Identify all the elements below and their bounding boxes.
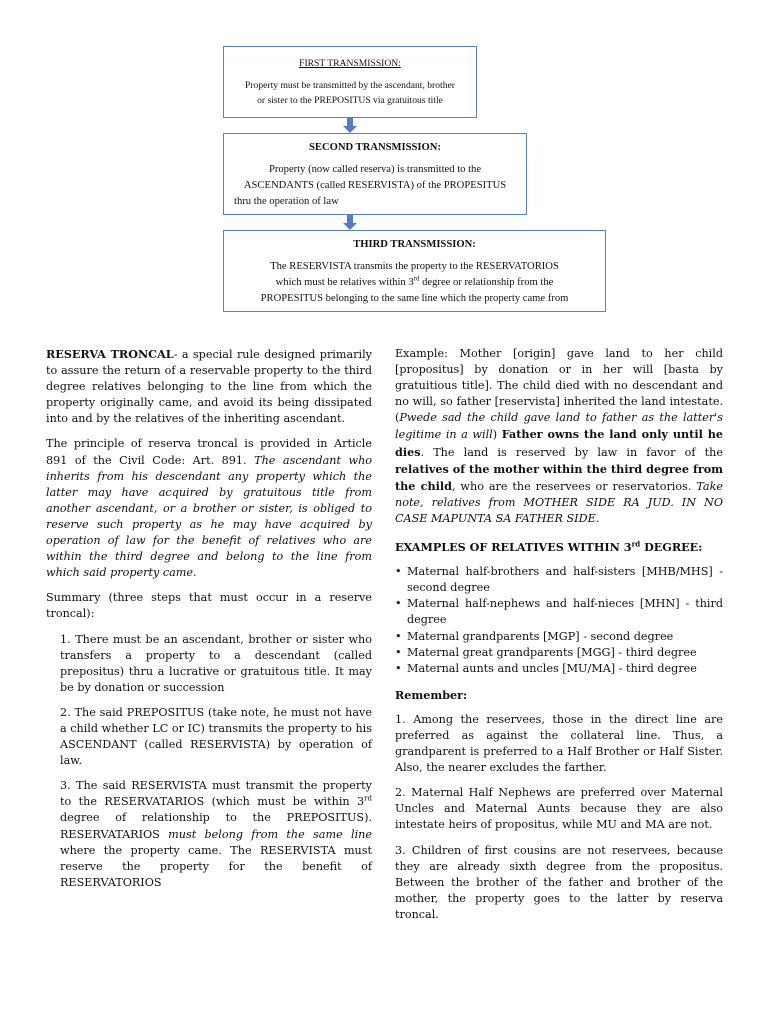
second-transmission-box [223,133,527,215]
first-transmission-line1: Property must be transmitted by the ascendant, brother [245,80,455,91]
relatives-list [395,564,723,677]
third-transmission-line2: which must be relatives within 3rd degree or relationship from the [275,274,554,288]
step-1: 1. There must be an ascendant, brother or sister who transfers a property to a descendant (called prepositus) thru a lucrative or gratuitous title. It may be by donation or succession [60,632,372,694]
second-transmission-title: SECOND TRANSMISSION: [309,142,441,153]
reserva-troncal-definition: RESERVA TRONCAL- a special rule designed primarily to assure the return of a reservable property to the third degree relatives belonging to the line from which the property originally came, and avoid its being dissipated into and by the relatives of the inheriting ascendant. [46,347,372,426]
remember-heading: Remember: [395,687,468,702]
list-item: • Maternal great grandparents [MGG] - third degree [395,645,723,661]
right-column [395,346,723,932]
left-column [46,346,372,900]
remember-point-1: 1. Among the reservees, those in the direct line are preferred as against the collateral line. Thus, a grandparent is preferred to a Half Brother or Half Sister. Also, the nearer excludes the farther. [395,712,723,775]
step-2: 2. The said PREPOSITUS (take note, he must not have a child whether LC or IC) transmits the property to his ASCENDANT (called RESERVISTA) by operation of law. [60,705,372,768]
list-item: • Maternal half-nephews and half-nieces [MHN] - third degree [395,596,723,628]
summary-steps [46,632,372,891]
list-item: • Maternal grandparents [MGP] - second degree [395,629,723,645]
third-transmission-line3: PROPESITUS belonging to the same line which the property came from [260,293,569,304]
list-item: • Maternal aunts and uncles [MU/MA] - third degree [395,661,723,677]
second-transmission-line1: Property (now called reserva) is transmitted to the [268,164,482,175]
third-transmission-title: THIRD TRANSMISSION: [353,239,476,250]
third-transmission-line1: The RESERVISTA transmits the property to the RESERVATORIOS [270,261,559,272]
step-3: 3. The said RESERVISTA must transmit the property to the RESERVATARIOS (which must be within 3rd degree of relationship to the PREPOSITUS). RESERVATARIOS must belong from the same line where the property came. The RESERVISTA must reserve the property for the benefit of RESERVATORIOS [60,779,372,889]
article-891-paragraph: The principle of reserva troncal is provided in Article 891 of the Civil Code: Art. 891. The ascendant who inherits from his descendant any property which the latter may have acquired by gratuitous title from another ascendant, or a brother or sister, is obliged to reserve such property as he may have acquired by operation of law for the benefit of relatives who are within the third degree and belong to the line from which said property came. [46,437,373,580]
first-transmission-line2: or sister to the PREPOSITUS via gratuitous title [257,95,443,106]
first-transmission-title: FIRST TRANSMISSION: [299,58,401,69]
second-transmission-line3: thru the operation of law [234,196,339,207]
remember-point-3: 3. Children of first cousins are not reservees, because they are already sixth degree from the propositus. Between the brother of the father and brother of the mother, the property goes to the latter by reserva troncal. [395,843,723,921]
third-transmission-box [223,230,606,312]
list-item: • Maternal half-brothers and half-sisters [MHB/MHS] - second degree [395,564,723,596]
remember-point-2: 2. Maternal Half Nephews are preferred over Maternal Uncles and Maternal Aunts because they are also intestate heirs of propositus, while MU and MA are not. [395,786,723,832]
first-transmission-box [223,46,477,118]
example-paragraph: Example: Mother [origin] gave land to her child [propositus] by donation or in her will [basta by gratuitious title]. The child died with no descendant and no will, so father [reservista] inherited the land intestate. (Pwede sad the child gave land to father as the latter's legitime in a will) Father owns the land only until he dies. The land is reserved by law in favor of the relatives of the mother within the third degree from the child, who are the reservees or reservatorios. Take note, relatives from MOTHER SIDE RA JUD. IN NO CASE MAPUNTA SA FATHER SIDE. [395,347,723,525]
examples-heading: EXAMPLES OF RELATIVES WITHIN 3rd DEGREE: [395,539,703,555]
second-transmission-line2: ASCENDANTS (called RESERVISTA) of the PROPESITUS [243,180,507,191]
summary-heading: Summary (three steps that must occur in a reserve troncal): [46,591,372,621]
